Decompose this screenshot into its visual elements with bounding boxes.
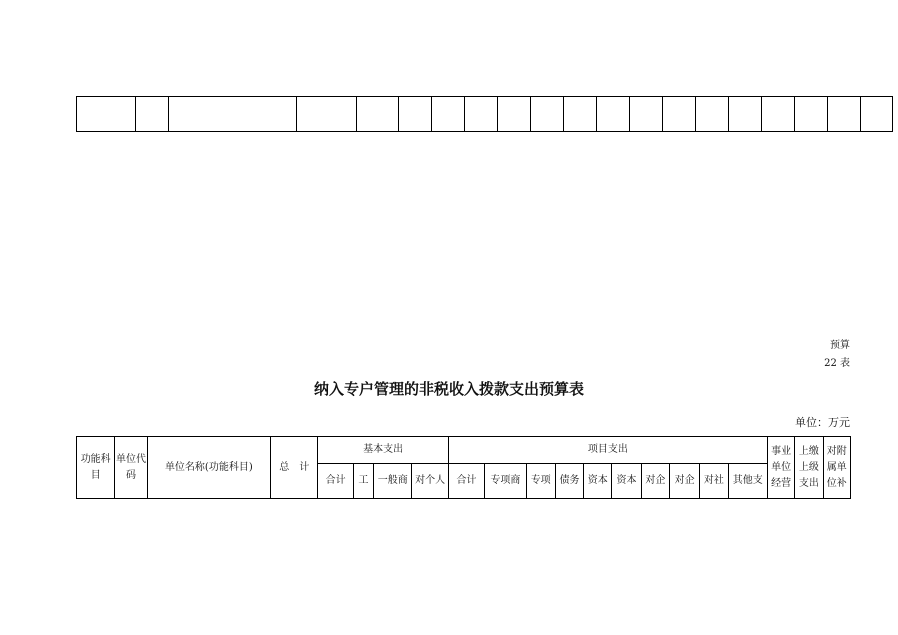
table-cell — [465, 97, 498, 132]
header-row-1 — [77, 437, 851, 464]
unit-label: 单位：万元 — [795, 416, 850, 429]
project-sub-header: 资本 — [612, 464, 641, 499]
table-cell — [597, 97, 630, 132]
top-table-row — [77, 97, 893, 132]
project-sub-header: 其他支 — [728, 464, 767, 499]
table-cell — [169, 97, 297, 132]
table-cell — [399, 97, 432, 132]
table-cell — [795, 97, 828, 132]
table-cell — [297, 97, 357, 132]
table-cell — [136, 97, 169, 132]
form-number-label-2: 22 表 — [824, 358, 850, 369]
table-cell — [861, 97, 893, 132]
project-sub-header: 专项 — [526, 464, 555, 499]
table-cell — [531, 97, 564, 132]
table-cell — [357, 97, 399, 132]
form-number-label: 预算 — [830, 340, 850, 351]
project-sub-header: 对社 — [700, 464, 728, 499]
top-empty-table — [76, 96, 893, 132]
basic-sub-header: 工 — [353, 464, 373, 499]
project-sub-header: 资本 — [584, 464, 612, 499]
budget-header-table — [76, 436, 851, 499]
project-sub-header: 合计 — [448, 464, 484, 499]
project-sub-header: 对企 — [669, 464, 699, 499]
header-unit-code: 单位代码 — [115, 437, 147, 499]
header-business-unit: 事业单位经营 — [768, 437, 795, 499]
page-title: 纳入专户管理的非税收入拨款支出预算表 — [313, 380, 584, 398]
table-cell — [828, 97, 861, 132]
header-func-subject: 功能科目 — [77, 437, 115, 499]
table-cell — [498, 97, 531, 132]
header-turnover-upper: 上缴上级支出 — [795, 437, 823, 499]
table-cell — [630, 97, 663, 132]
table-cell — [663, 97, 696, 132]
table-cell — [762, 97, 795, 132]
header-total: 总 计 — [270, 437, 317, 499]
table-cell — [77, 97, 136, 132]
header-project-expense: 项目支出 — [448, 437, 767, 464]
table-cell — [432, 97, 465, 132]
header-unit-name: 单位名称(功能科目) — [147, 437, 270, 499]
header-subsidiary: 对附属单位补 — [823, 437, 850, 499]
basic-sub-header: 合计 — [318, 464, 353, 499]
basic-sub-header: 一般商 — [374, 464, 412, 499]
project-sub-header: 专项商 — [485, 464, 526, 499]
basic-sub-header: 对个人 — [412, 464, 448, 499]
project-sub-header: 对企 — [641, 464, 669, 499]
header-basic-expense: 基本支出 — [318, 437, 448, 464]
table-cell — [696, 97, 729, 132]
table-cell — [564, 97, 597, 132]
table-cell — [729, 97, 762, 132]
project-sub-header: 债务 — [555, 464, 583, 499]
